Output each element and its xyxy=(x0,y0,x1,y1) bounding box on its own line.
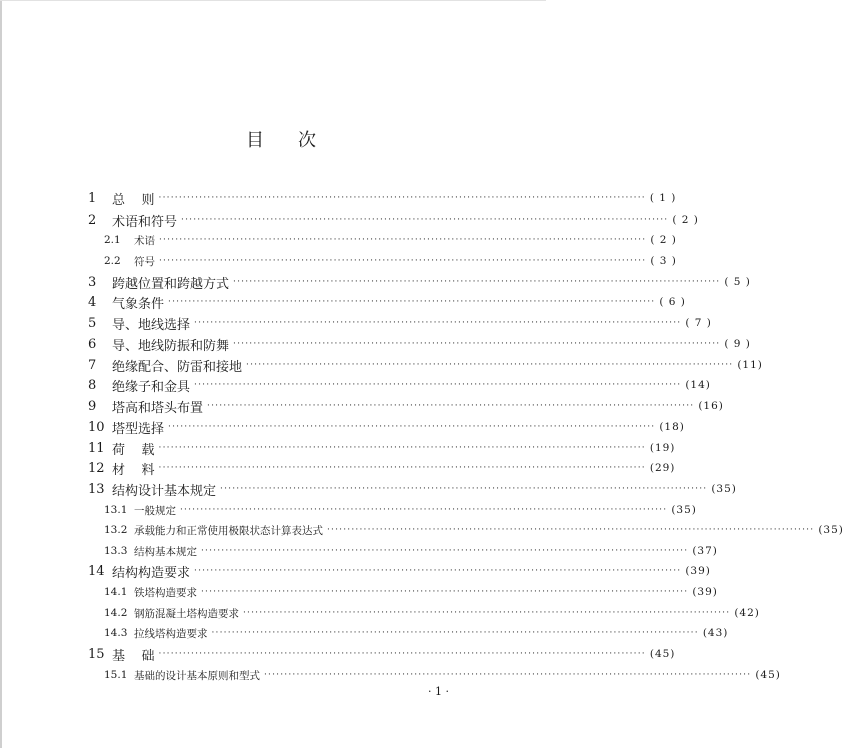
toc-leader-dots: ························································································································ xyxy=(168,422,656,432)
toc-page-ref: ( 5 ) xyxy=(724,276,751,288)
toc-entry-title: 气象条件 xyxy=(112,296,165,312)
toc-entry-title: 基础的设计基本原则和型式 xyxy=(134,669,260,682)
toc-leader-dots: ························································································································ xyxy=(194,566,682,576)
toc-entry-number: 3 xyxy=(88,274,97,290)
toc-entry-number: 13.1 xyxy=(104,504,128,516)
toc-entry-number: 11 xyxy=(88,440,105,456)
toc-page-ref: (19) xyxy=(649,442,676,454)
toc-subentry[interactable] xyxy=(88,605,760,621)
toc-leader-dots: ························································································································ xyxy=(180,505,668,515)
toc-leader-dots: ························································································································ xyxy=(211,628,699,638)
toc-leader-dots: ························································································································ xyxy=(158,443,646,453)
toc-entry-number: 2 xyxy=(88,212,97,228)
toc-entry-title: 符号 xyxy=(134,255,155,268)
page-number: · 1 · xyxy=(428,685,449,698)
toc-entry[interactable] xyxy=(88,563,711,581)
toc-entry[interactable] xyxy=(88,190,677,208)
toc-page-ref: (45) xyxy=(649,648,676,660)
toc-entry[interactable] xyxy=(88,440,676,458)
toc-entry-number: 1 xyxy=(88,190,97,206)
toc-entry-title: 术语 xyxy=(134,234,155,247)
toc-entry-number: 8 xyxy=(88,377,97,393)
toc-page-ref: (39) xyxy=(685,565,711,577)
toc-entry[interactable] xyxy=(88,357,763,375)
toc-page-ref: ( 6 ) xyxy=(659,296,686,308)
toc-entry-title: 塔高和塔头布置 xyxy=(112,400,204,416)
toc-entry-label xyxy=(88,439,155,458)
toc-page-ref: (35) xyxy=(818,524,844,536)
toc-entry-label xyxy=(88,523,323,538)
toc-entry[interactable] xyxy=(88,336,751,354)
toc-page-ref: (37) xyxy=(692,545,718,557)
toc-page-ref: (43) xyxy=(702,627,729,639)
page-left-edge xyxy=(0,0,2,748)
toc-entry-label xyxy=(88,376,190,395)
toc-entry[interactable] xyxy=(88,398,724,416)
toc-entry-number: 9 xyxy=(88,398,97,414)
toc-entry-label xyxy=(88,544,197,559)
toc-page-ref: (11) xyxy=(737,359,763,371)
toc-leader-dots: ························································································································ xyxy=(243,608,731,618)
toc-entry-title: 结构构造要求 xyxy=(112,565,191,581)
toc-entry-title: 荷 载 xyxy=(112,442,155,458)
toc-entry-title: 绝缘配合、防雷和接地 xyxy=(112,359,243,375)
toc-leader-dots: ························································································································ xyxy=(264,670,752,680)
toc-entry-title: 导、地线选择 xyxy=(112,317,191,333)
toc-entry-number: 15 xyxy=(88,646,105,662)
toc-leader-dots: ························································································································ xyxy=(194,318,682,328)
toc-leader-dots: ························································································································ xyxy=(201,546,689,556)
toc-subentry[interactable] xyxy=(88,253,677,269)
toc-page-ref: (42) xyxy=(734,607,760,619)
toc-entry-title: 铁塔构造要求 xyxy=(134,586,197,599)
toc-entry-title: 总 则 xyxy=(112,192,155,208)
toc-entry-number: 5 xyxy=(88,315,97,331)
toc-page-ref: ( 7 ) xyxy=(685,317,712,329)
toc-leader-dots: ························································································································ xyxy=(246,360,734,370)
toc-page-ref: ( 1 ) xyxy=(649,192,677,204)
toc-entry-number: 12 xyxy=(88,460,105,476)
toc-subentry[interactable] xyxy=(88,584,718,600)
toc-entry-title: 结构设计基本规定 xyxy=(112,483,217,499)
toc-entry-number: 4 xyxy=(88,294,97,310)
toc-subentry[interactable] xyxy=(88,667,781,683)
toc-entry-number: 6 xyxy=(88,336,97,352)
toc-subentry[interactable] xyxy=(88,522,844,538)
toc-leader-dots: ························································································································ xyxy=(201,587,689,597)
toc-entry[interactable] xyxy=(88,315,712,333)
toc-leader-dots: ························································································································ xyxy=(158,649,646,659)
page-top-edge xyxy=(0,0,546,1)
toc-entry-label xyxy=(88,645,155,664)
toc-entry-number: 2.2 xyxy=(104,255,121,267)
toc-entry[interactable] xyxy=(88,212,699,230)
toc-entry-label xyxy=(88,668,260,683)
toc-entry-label xyxy=(88,459,155,478)
toc-leader-dots: ························································································································ xyxy=(159,235,647,245)
toc-entry-title: 钢筋混凝土塔构造要求 xyxy=(134,607,239,620)
toc-entry-label xyxy=(88,418,164,437)
toc-entry-label xyxy=(88,356,242,375)
toc-entry-title: 塔型选择 xyxy=(112,421,165,437)
toc-entry-number: 13.3 xyxy=(104,545,128,557)
toc-entry-title: 跨越位置和跨越方式 xyxy=(112,276,230,292)
toc-entry[interactable] xyxy=(88,646,676,664)
toc-entry-number: 13.2 xyxy=(104,524,128,536)
toc-page-ref: (29) xyxy=(649,462,676,474)
toc-entry-number: 10 xyxy=(88,419,105,435)
toc-entry-number: 13 xyxy=(88,481,105,497)
toc-leader-dots: ························································································································ xyxy=(327,525,815,535)
toc-entry-title: 一般规定 xyxy=(134,504,176,517)
toc-page-ref: (35) xyxy=(711,483,737,495)
toc-leader-dots: ························································································································ xyxy=(158,463,646,473)
toc-leader-dots: ························································································································ xyxy=(233,277,721,287)
toc-entry[interactable] xyxy=(88,377,711,395)
toc-entry-number: 14.3 xyxy=(104,627,128,639)
toc-entry-number: 14.1 xyxy=(104,586,128,598)
toc-entry-title: 拉线塔构造要求 xyxy=(134,627,208,640)
toc-leader-dots: ························································································································ xyxy=(233,339,721,349)
toc-leader-dots: ························································································································ xyxy=(194,380,682,390)
toc-entry-label xyxy=(88,254,155,269)
toc-entry-number: 7 xyxy=(88,357,97,373)
toc-entry-number: 2.1 xyxy=(104,234,121,246)
toc-page-ref: (14) xyxy=(685,379,711,391)
toc-page-ref: ( 3 ) xyxy=(650,255,677,267)
toc-entry-label xyxy=(88,585,197,600)
toc-entry-label xyxy=(88,335,229,354)
toc-entry-label xyxy=(88,626,208,641)
toc-subentry[interactable] xyxy=(88,232,677,248)
toc-leader-dots: ························································································································ xyxy=(158,193,646,203)
toc-entry[interactable] xyxy=(88,460,676,478)
toc-leader-dots: ························································································································ xyxy=(207,401,695,411)
toc-page-ref: ( 2 ) xyxy=(650,234,677,246)
toc-page-ref: (16) xyxy=(698,400,724,412)
toc-entry-label xyxy=(88,606,239,621)
toc-entry-number: 14.2 xyxy=(104,607,128,619)
toc-entry-title: 材 料 xyxy=(112,462,155,478)
toc-entry-label xyxy=(88,397,203,416)
toc-subentry[interactable] xyxy=(88,625,729,641)
toc-entry-title: 基 础 xyxy=(112,648,155,664)
toc-entry-label xyxy=(88,211,177,230)
toc-leader-dots: ························································································································ xyxy=(159,256,647,266)
toc-leader-dots: ························································································································ xyxy=(220,484,708,494)
toc-entry-label xyxy=(88,233,155,248)
toc-entry-label xyxy=(88,503,176,518)
toc-entry-label xyxy=(88,189,155,208)
toc-entry[interactable] xyxy=(88,274,751,292)
toc-entry-label xyxy=(88,273,229,292)
title-char-2: 次 xyxy=(298,130,316,151)
toc-entry[interactable] xyxy=(88,294,686,312)
toc-entry-number: 14 xyxy=(88,563,105,579)
toc-entry[interactable] xyxy=(88,419,685,437)
toc-subentry[interactable] xyxy=(88,543,718,559)
toc-entry-title: 结构基本规定 xyxy=(134,545,197,558)
toc-entry-number: 15.1 xyxy=(104,669,128,681)
toc-entry-label xyxy=(88,293,164,312)
toc-page-ref: (45) xyxy=(755,669,781,681)
toc-leader-dots: ························································································································ xyxy=(181,215,669,225)
toc-page-ref: (39) xyxy=(692,586,718,598)
toc-page-ref: (18) xyxy=(659,421,685,433)
toc-entry-title: 绝缘子和金具 xyxy=(112,379,191,395)
toc-page-ref: ( 9 ) xyxy=(724,338,751,350)
toc-leader-dots: ························································································································ xyxy=(168,297,656,307)
toc-entry-label xyxy=(88,314,190,333)
toc-entry[interactable] xyxy=(88,481,737,499)
toc-entry-label xyxy=(88,480,216,499)
toc-page-ref: (35) xyxy=(671,504,697,516)
toc-entry-label xyxy=(88,562,190,581)
toc-entry-title: 术语和符号 xyxy=(112,214,178,230)
toc-entry-title: 导、地线防振和防舞 xyxy=(112,338,230,354)
toc-entry-title: 承载能力和正常使用极限状态计算表达式 xyxy=(134,524,323,537)
toc-page-ref: ( 2 ) xyxy=(672,214,699,226)
title-char-1: 目 xyxy=(246,130,264,151)
toc-subentry[interactable] xyxy=(88,502,697,518)
